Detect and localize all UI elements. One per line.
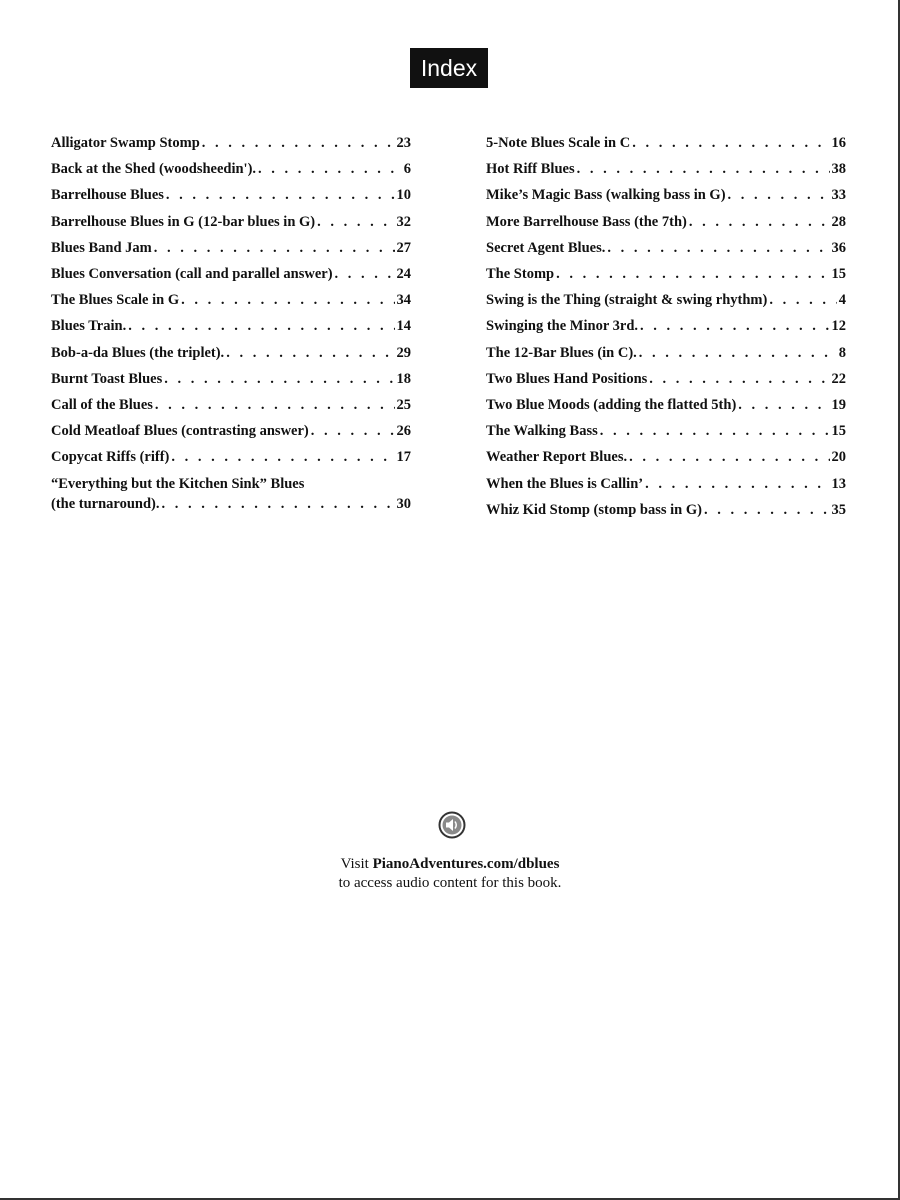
dot-leader — [600, 418, 830, 444]
index-entry — [51, 261, 411, 287]
index-entry — [51, 287, 411, 313]
entry-title: Swing is the Thing (straight & swing rhythm) — [486, 292, 768, 309]
entry-page: 4 — [838, 292, 846, 309]
entry-page: 13 — [831, 475, 846, 492]
speaker-icon — [438, 811, 466, 839]
dot-leader — [769, 287, 836, 313]
index-entry — [486, 471, 846, 497]
page-title: Index — [410, 48, 488, 88]
index-entry — [51, 340, 411, 366]
index-entry — [51, 418, 411, 444]
entry-page: 23 — [396, 135, 411, 151]
audio-note-text: to access audio content for this book. — [338, 875, 562, 891]
dot-leader — [317, 209, 394, 235]
entry-title: The Walking Bass — [486, 423, 598, 440]
dot-leader — [556, 261, 829, 287]
entry-title: When the Blues is Callin’ — [486, 475, 644, 492]
dot-leader — [155, 392, 395, 418]
index-entry — [51, 182, 411, 208]
index-left-column — [51, 130, 411, 514]
entry-page: 18 — [396, 370, 411, 387]
index-entry — [486, 156, 846, 182]
entry-page: 16 — [831, 135, 846, 151]
entry-title: Bob-a-da Blues (the triplet). — [51, 344, 225, 361]
index-entry — [486, 235, 846, 261]
index-right-column — [486, 130, 846, 523]
entry-page: 22 — [831, 370, 846, 387]
audio-note — [250, 855, 650, 893]
visit-prefix: Visit — [340, 856, 373, 872]
dot-leader — [202, 130, 395, 156]
index-entry — [51, 235, 411, 261]
entry-title: Copycat Riffs (riff) — [51, 449, 170, 466]
index-entry — [486, 392, 846, 418]
index-entry — [51, 156, 411, 182]
entry-page: 36 — [831, 239, 846, 256]
entry-title: Cold Meatloaf Blues (contrasting answer) — [51, 423, 309, 440]
dot-leader — [335, 261, 395, 287]
entry-title: More Barrelhouse Bass (the 7th) — [486, 213, 687, 230]
index-entry — [486, 130, 846, 156]
entry-page: 27 — [396, 239, 411, 256]
entry-title: Blues Band Jam — [51, 239, 152, 256]
entry-title: Barrelhouse Blues in G (12-bar blues in G) — [51, 213, 316, 230]
entry-title: Hot Riff Blues — [486, 161, 575, 178]
index-entry — [486, 182, 846, 208]
dot-leader — [639, 340, 837, 366]
dot-leader — [629, 444, 829, 470]
entry-title: Two Blue Moods (adding the flatted 5th) — [486, 397, 737, 414]
entry-page: 24 — [396, 266, 411, 283]
index-entry — [486, 444, 846, 470]
entry-page: 32 — [396, 213, 411, 230]
entry-page: 20 — [831, 449, 846, 466]
entry-title: Blues Conversation (call and parallel answer) — [51, 266, 333, 283]
dot-leader — [166, 182, 395, 208]
entry-page: 19 — [831, 397, 846, 414]
index-entry — [486, 209, 846, 235]
dot-leader — [738, 392, 829, 418]
entry-page: 10 — [396, 187, 411, 204]
index-entry — [51, 392, 411, 418]
dot-leader — [154, 235, 395, 261]
entry-title: 5-Note Blues Scale in C — [486, 135, 631, 151]
index-entry — [486, 340, 846, 366]
dot-leader — [640, 313, 829, 339]
entry-title: Swinging the Minor 3rd. — [486, 318, 639, 335]
dot-leader — [728, 182, 830, 208]
entry-title: Two Blues Hand Positions — [486, 370, 648, 387]
entry-page: 35 — [831, 501, 846, 518]
index-entry — [486, 313, 846, 339]
index-entry — [51, 444, 411, 470]
entry-page: 28 — [831, 213, 846, 230]
entry-title-continued — [51, 494, 411, 514]
index-entry — [486, 366, 846, 392]
index-entry — [51, 313, 411, 339]
entry-title-line2: (the turnaround). — [51, 495, 160, 512]
dot-leader — [632, 130, 829, 156]
entry-title: The 12-Bar Blues (in C). — [486, 344, 637, 361]
dot-leader — [162, 494, 395, 514]
dot-leader — [164, 366, 394, 392]
entry-page: 33 — [831, 187, 846, 204]
entry-page: 25 — [396, 397, 411, 414]
index-entry — [486, 287, 846, 313]
dot-leader — [649, 366, 829, 392]
index-entry — [486, 261, 846, 287]
dot-leader — [258, 156, 402, 182]
index-entry — [486, 497, 846, 523]
entry-page: 17 — [396, 449, 411, 466]
dot-leader — [128, 313, 394, 339]
entry-page: 30 — [396, 495, 411, 512]
entry-title: Secret Agent Blues. — [486, 239, 606, 256]
entry-title: Barrelhouse Blues — [51, 187, 164, 204]
index-entry — [51, 130, 411, 156]
entry-page: 15 — [831, 266, 846, 283]
entry-title: Whiz Kid Stomp (stomp bass in G) — [486, 501, 702, 518]
entry-page: 14 — [396, 318, 411, 335]
entry-title: “Everything but the Kitchen Sink” Blues — [51, 475, 305, 492]
entry-page: 15 — [831, 423, 846, 440]
dot-leader — [577, 156, 830, 182]
entry-title: The Blues Scale in G — [51, 292, 180, 309]
index-entry — [51, 209, 411, 235]
dot-leader — [171, 444, 394, 470]
index-entry — [51, 366, 411, 392]
index-entry — [51, 471, 411, 514]
entry-title: Burnt Toast Blues — [51, 370, 163, 387]
entry-page: 29 — [396, 344, 411, 361]
entry-page: 6 — [403, 161, 411, 178]
index-entry — [486, 418, 846, 444]
audio-url[interactable]: PianoAdventures.com/dblues — [372, 856, 560, 872]
entry-page: 38 — [831, 161, 846, 178]
entry-page: 8 — [838, 344, 846, 361]
dot-leader — [607, 235, 829, 261]
entry-title: Blues Train. — [51, 318, 127, 335]
dot-leader — [704, 497, 830, 523]
entry-title: Mike’s Magic Bass (walking bass in G) — [486, 187, 726, 204]
dot-leader — [689, 209, 830, 235]
entry-page: 12 — [831, 318, 846, 335]
entry-title: Weather Report Blues. — [486, 449, 628, 466]
entry-title: Call of the Blues — [51, 397, 153, 414]
entry-title: Back at the Shed (woodsheedin'). — [51, 161, 257, 178]
entry-title: Alligator Swamp Stomp — [51, 135, 200, 151]
dot-leader — [226, 340, 394, 366]
dot-leader — [645, 471, 829, 497]
dot-leader — [311, 418, 395, 444]
entry-page: 34 — [396, 292, 411, 309]
entry-title: The Stomp — [486, 266, 555, 283]
dot-leader — [181, 287, 394, 313]
entry-page: 26 — [396, 423, 411, 440]
